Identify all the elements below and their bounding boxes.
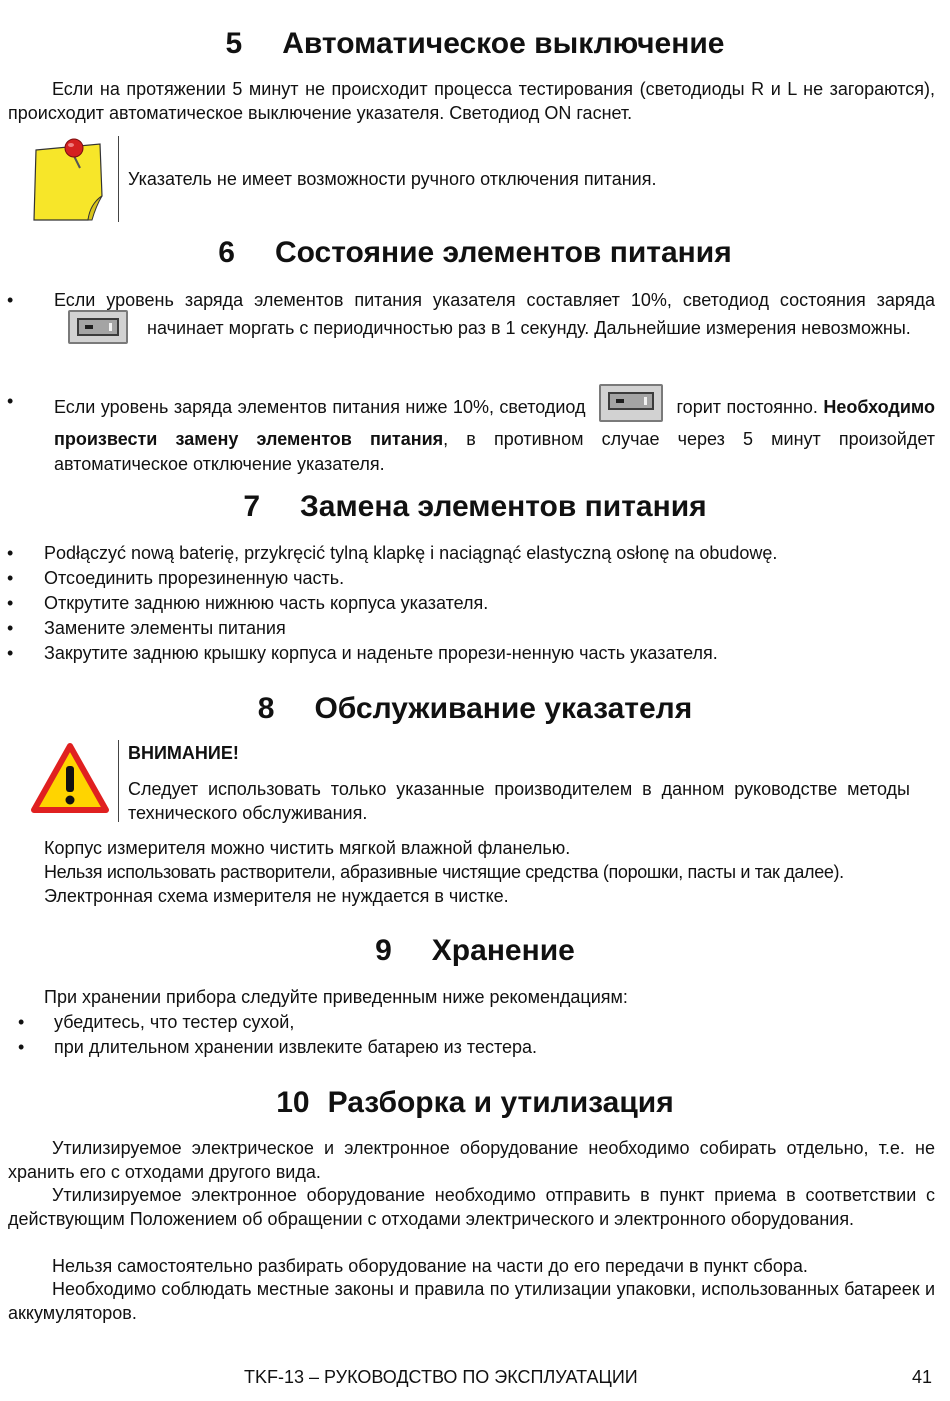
s8-line: Нельзя использовать растворители, абразивные чистящие средства (порошки, пасты и так далее). [44, 862, 844, 882]
section-title: Состояние элементов питания [274, 236, 732, 269]
list-item-text: Замените элементы питания [44, 618, 286, 638]
warning-title: ВНИМАНИЕ! [128, 743, 239, 763]
footer-title: TKF-13 – РУКОВОДСТВО ПО ЭКСПЛУАТАЦИИ [244, 1367, 638, 1387]
bullet-icon: • [7, 568, 14, 588]
warning-block [30, 740, 935, 828]
section-7-heading [0, 489, 950, 525]
bullet-icon: • [18, 1037, 25, 1057]
s8-line: Электронная схема измерителя не нуждается в чистке. [44, 886, 509, 906]
emphasis-text: Необходимо произвести замену элементов питания [54, 396, 935, 449]
bullet-icon: • [18, 1012, 25, 1032]
section-9-heading [0, 933, 950, 969]
section-8-heading [0, 691, 950, 727]
bullet-icon: • [7, 290, 14, 310]
list-item-text: Закрутите заднюю крышку корпуса и наденьте прорези-ненную часть указателя. [44, 643, 718, 663]
section-number: 9 [375, 934, 392, 967]
list-item-text: при длительном хранении извлеките батарею из тестера. [54, 1037, 538, 1057]
section-number: 6 [218, 236, 235, 269]
section-title: Автоматическое выключение [282, 27, 725, 60]
list-item-text: Если уровень заряда элементов питания указателя составляет 10%, светодиод состояния заряда начинает моргать с периодичностью раз в 1 секунду. Дальнейшие измерения невозможны. [54, 288, 935, 346]
list-item-text: Podłączyć nową baterię, przykręcić tylną klapkę i naciągnąć elastyczną osłonę na obudowę. [44, 543, 778, 563]
list-item-text: Отсоединить прорезиненную часть. [44, 568, 345, 588]
bullet-icon: • [7, 643, 14, 663]
section-title: Обслуживание указателя [314, 692, 693, 725]
section-title: Разборка и утилизация [327, 1086, 674, 1119]
list-item-text: Открутите заднюю нижнюю часть корпуса указателя. [44, 593, 489, 613]
bullet-icon: • [7, 618, 14, 638]
warning-text: Следует использовать только указанные производителем в данном руководстве методы технического обслуживания. [128, 779, 910, 823]
section-6-heading [0, 235, 950, 271]
note-block [30, 136, 930, 222]
s10-paragraph: Необходимо соблюдать местные законы и правила по утилизации упаковки, использованных батареек и аккумуляторов. [8, 1279, 935, 1323]
s10-paragraph: Утилизируемое электрическое и электронное оборудование необходимо собирать отдельно, т.е. не хранить его с отходами другого вида. [8, 1138, 935, 1182]
s9-intro: При хранении прибора следуйте приведенным ниже рекомендациям: [44, 987, 628, 1007]
s10-paragraph: Утилизируемое электронное оборудование необходимо отправить в пункт приема в соответствии с действующим Положением об обращении с отходами электрического и электронного оборудования. [8, 1185, 935, 1229]
s8-line: Корпус измерителя можно чистить мягкой влажной фланелью. [44, 838, 571, 858]
section-number: 10 [276, 1086, 310, 1119]
section-5-heading [0, 26, 950, 62]
s10-paragraph: Нельзя самостоятельно разбирать оборудование на части до его передачи в пункт сбора. [52, 1256, 808, 1276]
section-number: 8 [257, 692, 275, 725]
sticky-note-icon [30, 136, 110, 222]
page-number: 41 [912, 1367, 933, 1387]
section-title: Хранение [431, 934, 575, 967]
note-text: Указатель не имеет возможности ручного отключения питания. [128, 169, 657, 189]
warning-divider [118, 740, 119, 822]
section-title: Замена элементов питания [300, 490, 707, 523]
section-10-heading [0, 1085, 950, 1121]
list-item-text: Если уровень заряда элементов питания ниже 10%, светодиод горит постоянно. Необходимо произвести замену элементов питания, в противном случае через 5 минут произойдет автоматическое отключение указателя. [54, 389, 935, 477]
battery-led-icon [599, 384, 663, 422]
list-item-text: убедитесь, что тестер сухой, [54, 1012, 295, 1032]
section-number: 7 [243, 490, 260, 523]
section-number: 5 [225, 27, 243, 60]
battery-led-icon [68, 310, 128, 344]
s5-paragraph: Если на протяжении 5 минут не происходит процесса тестирования (светодиоды R и L не загораются), происходит автоматическое выключение указателя. Светодиод ON гаснет. [8, 79, 935, 123]
bullet-icon: • [7, 593, 14, 613]
bullet-icon: • [7, 391, 14, 411]
note-divider [118, 136, 119, 222]
warning-icon [30, 742, 110, 814]
bullet-icon: • [7, 543, 14, 563]
